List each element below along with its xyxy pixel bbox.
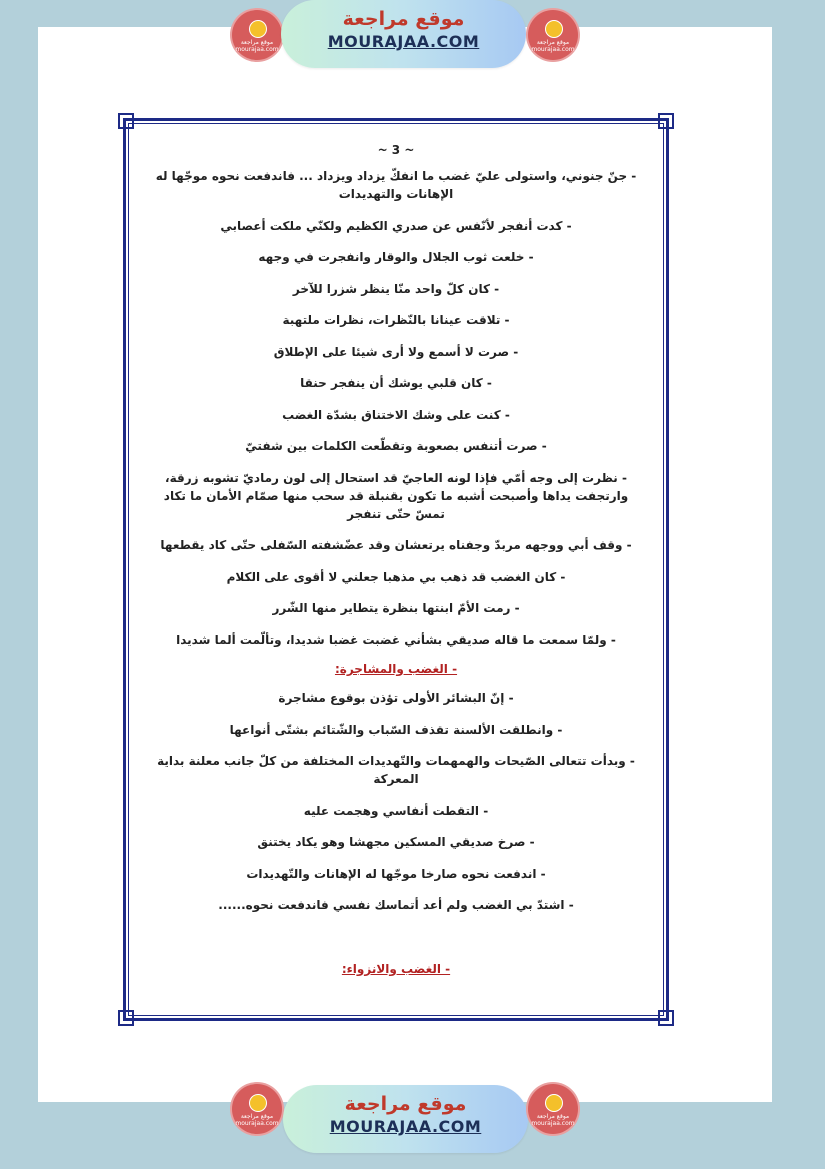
text-line: - تلاقت عينانا بالنّظرات، نظرات ملتهبة: [282, 313, 510, 327]
document-frame: [123, 118, 669, 1021]
site-url-link[interactable]: MOURAJAA.COM: [327, 32, 480, 51]
site-name: موقع مراجعة: [342, 8, 465, 30]
text-line: - جنّ جنوني، واستولى عليّ غضب ما انفكّ يزداد ويزداد ... فاندفعت نحوه موجّها له الإهانات والتهديدات: [155, 169, 637, 201]
text-line: - صرخ صديقي المسكين مجهشا وهو يكاد يختنق: [257, 835, 535, 849]
badge-text: موقع مراجعة mourajaa.com: [531, 1113, 575, 1127]
frame-corner: [118, 1010, 134, 1026]
text-line: - رمت الأمّ ابنتها بنظرة يتطاير منها الشّرر: [272, 601, 520, 615]
section-title-anger-fight: - الغضب والمشاجرة:: [334, 662, 458, 676]
frame-corner: [658, 1010, 674, 1026]
frame-corner: [658, 113, 674, 129]
logo-icon: [545, 1094, 563, 1112]
badge-text: موقع مراجعة mourajaa.com: [531, 39, 575, 53]
logo-badge-right: [528, 10, 578, 60]
text-line: - اشتدّ بي الغضب ولم أعد أتماسك نفسي فاندفعت نحوه......: [218, 898, 574, 912]
section-title-anger-withdrawal: - الغضب والانزواء:: [341, 962, 451, 976]
badge-text: موقع مراجعة mourajaa.com: [235, 1113, 279, 1127]
logo-icon: [249, 20, 267, 38]
text-line: - وانطلقت الألسنة تقذف السّباب والشّتائم بشتّى أنواعها: [229, 722, 563, 737]
badge-text: موقع مراجعة mourajaa.com: [235, 39, 279, 53]
site-banner-bottom[interactable]: [283, 1085, 528, 1153]
logo-badge-left: [232, 1084, 282, 1134]
logo-icon: [249, 1094, 267, 1112]
logo-badge-left: [232, 10, 282, 60]
text-line: - خلعت ثوب الجلال والوقار وانفجرت في وجهه: [258, 250, 534, 264]
text-line: - صرت أتنفس بصعوبة وتقطّعت الكلمات بين شفتيّ: [245, 439, 547, 453]
text-line: - إنّ البشائر الأولى تؤذن بوقوع مشاجرة: [278, 691, 514, 705]
text-line: - كان الغضب قد ذهب بي مذهبا جعلني لا أقوى على الكلام: [226, 569, 566, 584]
text-line: - نظرت إلى وجه أمّي فإذا لونه العاجيّ قد استحال إلى لون رماديّ تشوبه زرقة، وارتجفت يداها وأصبحت أشبه ما تكون بقنبلة قد سحب منها صمّام الأمان ما تكاد تمسّ حتّى تنفجر: [163, 470, 629, 521]
frame-corner: [118, 113, 134, 129]
site-name: موقع مراجعة: [344, 1093, 467, 1115]
text-line: - وقف أبي ووجهه مربدّ وجفناه يرتعشان وقد عضّشفته السّفلى حتّى كاد يقطعها: [160, 538, 632, 552]
text-line: - وبدأت تتعالى الصّيحات والهمهمات والتّهديدات المختلفة من كلّ جانب معلنة بداية المعركة: [157, 754, 635, 786]
document-content: [148, 143, 644, 989]
site-url-link[interactable]: MOURAJAA.COM: [329, 1117, 482, 1136]
text-line: - اندفعت نحوه صارخا موجّها له الإهانات والتّهديدات: [246, 866, 546, 881]
text-line: - كدت أنفجر لأنّفس عن صدري الكظيم ولكنّي ملكت أعصابي: [220, 218, 572, 233]
page-number: ~ 3 ~: [377, 143, 415, 157]
text-line: - كنت على وشك الاختناق بشدّة الغضب: [282, 407, 510, 422]
text-line: - كان كلّ واحد منّا ينظر شزرا للآخر: [292, 281, 500, 296]
text-line: - التقطت أنفاسي وهجمت عليه: [303, 803, 489, 818]
text-line: - كان قلبي يوشك أن ينفجر حنقا: [300, 376, 492, 390]
text-line: - ولمّا سمعت ما قاله صديقي بشأني غضبت غضبا شديدا، وتألّمت ألما شديدا: [176, 632, 616, 647]
text-line: - صرت لا أسمع ولا أرى شيئا على الإطلاق: [273, 344, 519, 359]
logo-badge-right: [528, 1084, 578, 1134]
logo-icon: [545, 20, 563, 38]
site-banner-top[interactable]: [281, 0, 526, 68]
